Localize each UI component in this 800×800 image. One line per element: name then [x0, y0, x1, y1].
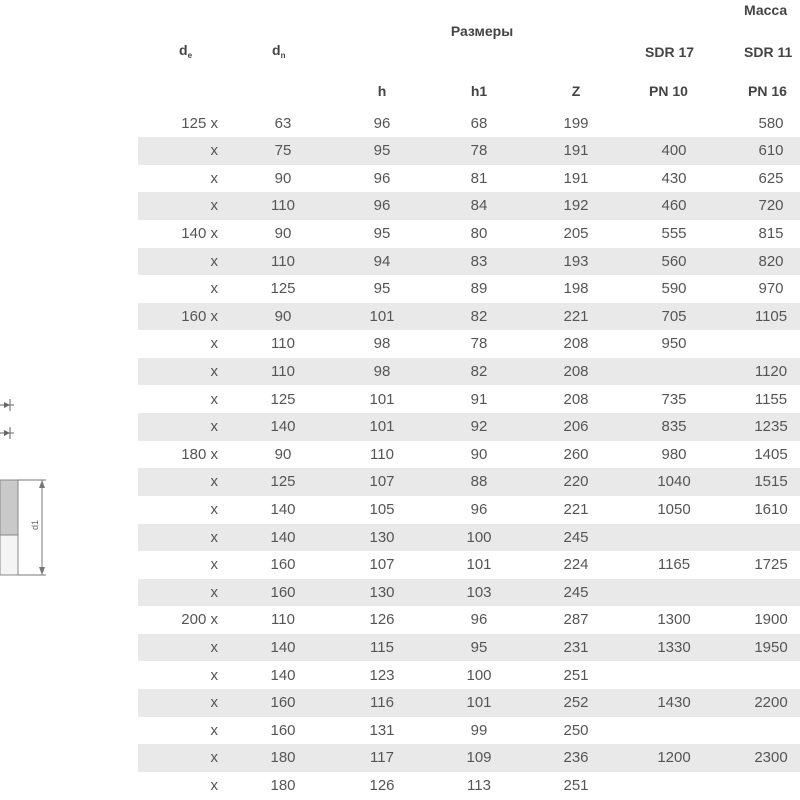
cell-h1: 90 — [470, 445, 488, 463]
technical-drawing — [0, 395, 60, 595]
cell-h1: 92 — [470, 418, 488, 436]
cell-de: x — [210, 721, 218, 739]
cell-sdr11 — [731, 772, 800, 800]
cell-z: 206 — [563, 418, 589, 436]
cell-z: 224 — [563, 556, 589, 574]
cell-de: 160 x — [181, 307, 218, 325]
table-row — [138, 524, 800, 552]
cell-de: x — [210, 638, 218, 656]
cell-sdr17: 980 — [661, 445, 687, 463]
cell-h1: 101 — [466, 694, 492, 712]
cell-h: 131 — [369, 721, 395, 739]
table-row — [138, 441, 800, 469]
cell-z: 287 — [563, 611, 589, 629]
cell-sdr17: 560 — [661, 252, 687, 270]
cell-dn: 125 — [270, 390, 296, 408]
cell-z: 220 — [563, 473, 589, 491]
cell-sdr17: 1040 — [657, 473, 691, 491]
cell-de: x — [210, 473, 218, 491]
cell-z: 191 — [563, 142, 589, 160]
table-row — [138, 275, 800, 303]
cell-h: 117 — [370, 749, 394, 767]
cell-sdr11: 820 — [758, 252, 784, 270]
cell-de: x — [210, 500, 218, 518]
cell-h1: 96 — [470, 611, 488, 629]
cell-sdr17 — [634, 772, 714, 800]
cell-de: x — [210, 666, 218, 684]
table-row — [138, 744, 800, 772]
cell-sdr17: 950 — [661, 335, 687, 353]
cell-dn: 110 — [271, 362, 295, 380]
cell-sdr17 — [634, 358, 714, 386]
cell-sdr11: 815 — [758, 224, 784, 242]
cell-sdr17: 1165 — [657, 556, 691, 574]
cell-sdr17: 705 — [661, 307, 687, 325]
header-col-de-sub: e — [187, 51, 193, 60]
header-mass-group: Масса — [744, 2, 788, 18]
cell-dn: 110 — [271, 611, 295, 629]
header-col-h1: h1 — [470, 83, 488, 99]
drawing-label: d1 — [30, 519, 40, 530]
cell-z: 221 — [563, 307, 589, 325]
cell-de: 180 x — [181, 445, 218, 463]
header-col-h: h — [377, 83, 387, 99]
cell-z: 205 — [563, 224, 589, 242]
cell-z: 251 — [563, 666, 589, 684]
table-row — [138, 496, 800, 524]
cell-sdr11: 1105 — [754, 307, 788, 325]
cell-h1: 113 — [467, 776, 491, 794]
table-row — [138, 192, 800, 220]
cell-h: 95 — [373, 142, 391, 160]
header-col-dn-main: d — [272, 42, 281, 58]
cell-sdr11: 1120 — [754, 362, 788, 380]
cell-z: 260 — [563, 445, 589, 463]
cell-h: 123 — [369, 666, 395, 684]
cell-z: 250 — [563, 721, 589, 739]
cell-de: 200 x — [181, 611, 218, 629]
cell-h1: 83 — [470, 252, 488, 270]
cell-h1: 96 — [470, 500, 488, 518]
table-row — [138, 220, 800, 248]
cell-dn: 90 — [274, 169, 292, 187]
cell-h1: 101 — [466, 556, 492, 574]
cell-h1: 82 — [470, 307, 488, 325]
cell-sdr17: 400 — [661, 142, 687, 160]
cell-sdr17: 1430 — [657, 694, 691, 712]
cell-dn: 180 — [270, 749, 296, 767]
cell-sdr11: 580 — [758, 114, 784, 132]
cell-sdr17: 590 — [661, 280, 687, 298]
cell-z: 208 — [563, 390, 589, 408]
cell-h: 101 — [369, 390, 395, 408]
cell-h1: 99 — [470, 721, 488, 739]
cell-de: x — [210, 556, 218, 574]
header-sizes-group: Размеры — [450, 23, 514, 39]
cell-z: 198 — [563, 280, 589, 298]
cell-dn: 110 — [271, 197, 295, 215]
cell-h: 101 — [369, 307, 395, 325]
cell-z: 208 — [563, 335, 589, 353]
cell-h: 98 — [373, 362, 391, 380]
cell-dn: 160 — [270, 583, 296, 601]
cell-dn: 90 — [274, 307, 292, 325]
cell-sdr17 — [634, 579, 714, 607]
cell-sdr17 — [634, 524, 714, 552]
cell-dn: 140 — [270, 638, 296, 656]
cell-h1: 91 — [470, 390, 488, 408]
cell-h1: 80 — [470, 224, 488, 242]
table-row — [138, 662, 800, 690]
cell-z: 193 — [563, 252, 589, 270]
cell-h: 94 — [373, 252, 391, 270]
cell-h: 110 — [370, 445, 394, 463]
cell-sdr11: 1725 — [754, 556, 788, 574]
cell-sdr17: 430 — [661, 169, 687, 187]
table-row — [138, 330, 800, 358]
table-row — [138, 772, 800, 800]
cell-sdr11: 1950 — [754, 638, 788, 656]
cell-sdr11 — [731, 330, 800, 358]
cell-sdr17: 1300 — [657, 611, 691, 629]
cell-sdr17: 555 — [661, 224, 687, 242]
table-row — [138, 606, 800, 634]
cell-de: x — [210, 694, 218, 712]
cell-h: 105 — [369, 500, 395, 518]
cell-h1: 82 — [470, 362, 488, 380]
header-col-de — [179, 42, 192, 60]
cell-z: 192 — [563, 197, 589, 215]
cell-de: x — [210, 583, 218, 601]
cell-de: x — [210, 280, 218, 298]
cell-h: 126 — [369, 611, 395, 629]
cell-h1: 68 — [470, 114, 488, 132]
cell-de: x — [210, 390, 218, 408]
table-row — [138, 579, 800, 607]
cell-h: 107 — [369, 556, 395, 574]
cell-dn: 140 — [270, 528, 296, 546]
cell-sdr11 — [731, 662, 800, 690]
header-sdr11: SDR 11 — [744, 44, 793, 60]
cell-sdr17 — [634, 110, 714, 138]
header-pn16: PN 16 — [748, 83, 787, 99]
cell-z: 208 — [563, 362, 589, 380]
cell-h1: 109 — [466, 749, 492, 767]
header-sdr17: SDR 17 — [645, 44, 695, 60]
cell-sdr17: 1330 — [657, 638, 691, 656]
cell-sdr11: 2300 — [754, 749, 788, 767]
cell-sdr11 — [731, 524, 800, 552]
cell-dn: 125 — [270, 280, 296, 298]
cell-h: 115 — [370, 638, 394, 656]
cell-z: 221 — [563, 500, 589, 518]
cell-dn: 90 — [274, 445, 292, 463]
cell-sdr11: 625 — [758, 169, 784, 187]
cell-sdr11 — [731, 579, 800, 607]
cell-h: 101 — [369, 418, 395, 436]
cell-sdr11: 1405 — [754, 445, 788, 463]
header-col-z: Z — [571, 83, 581, 99]
cell-de: x — [210, 335, 218, 353]
cell-de: x — [210, 749, 218, 767]
cell-sdr17: 735 — [661, 390, 687, 408]
cell-sdr11: 1515 — [754, 473, 788, 491]
cell-h: 126 — [369, 776, 395, 794]
table-row — [138, 386, 800, 414]
cell-sdr17: 835 — [661, 418, 687, 436]
cell-h1: 78 — [470, 142, 488, 160]
cell-de: 140 x — [181, 224, 218, 242]
cell-sdr11: 970 — [758, 280, 784, 298]
cell-z: 252 — [563, 694, 589, 712]
cell-z: 245 — [563, 583, 589, 601]
cell-sdr17: 1200 — [657, 749, 691, 767]
cell-sdr11: 1155 — [754, 390, 788, 408]
cell-de: x — [210, 169, 218, 187]
cell-sdr11 — [731, 717, 800, 745]
cell-dn: 140 — [270, 666, 296, 684]
header-col-de-main: d — [179, 42, 188, 58]
cell-sdr11: 2200 — [754, 694, 788, 712]
table-row — [138, 248, 800, 276]
cell-de: x — [210, 142, 218, 160]
table-row — [138, 413, 800, 441]
table-row — [138, 717, 800, 745]
cell-de: x — [210, 776, 218, 794]
table-row — [138, 165, 800, 193]
table-row — [138, 358, 800, 386]
cell-h1: 95 — [470, 638, 488, 656]
header-col-dn — [272, 42, 285, 60]
cell-h1: 89 — [470, 280, 488, 298]
table-row — [138, 551, 800, 579]
cell-h1: 81 — [470, 169, 488, 187]
cell-sdr11: 1610 — [754, 500, 788, 518]
table-row — [138, 303, 800, 331]
cell-h: 95 — [373, 224, 391, 242]
cell-z: 245 — [563, 528, 589, 546]
cell-dn: 125 — [270, 473, 296, 491]
cell-dn: 160 — [270, 721, 296, 739]
cell-dn: 110 — [271, 252, 295, 270]
cell-de: 125 x — [181, 114, 218, 132]
cell-h1: 100 — [466, 666, 492, 684]
cell-de: x — [210, 197, 218, 215]
cell-dn: 110 — [271, 335, 295, 353]
cell-dn: 160 — [270, 694, 296, 712]
cell-h: 95 — [373, 280, 391, 298]
cell-z: 231 — [563, 638, 589, 656]
cell-dn: 63 — [274, 114, 292, 132]
cell-dn: 90 — [274, 224, 292, 242]
cell-de: x — [210, 362, 218, 380]
cell-h: 130 — [369, 528, 395, 546]
cell-h: 130 — [369, 583, 395, 601]
header-col-dn-sub: n — [280, 51, 286, 60]
cell-h1: 78 — [470, 335, 488, 353]
cell-dn: 160 — [270, 556, 296, 574]
cell-h1: 88 — [470, 473, 488, 491]
cell-dn: 75 — [274, 142, 292, 160]
cell-h: 98 — [373, 335, 391, 353]
cell-sdr11: 1235 — [754, 418, 788, 436]
cell-sdr11: 720 — [758, 197, 784, 215]
cell-z: 236 — [563, 749, 589, 767]
cell-z: 191 — [563, 169, 589, 187]
cell-h1: 103 — [466, 583, 492, 601]
header-pn10: PN 10 — [649, 83, 688, 99]
cell-h1: 84 — [470, 197, 488, 215]
cell-sdr11: 1900 — [754, 611, 788, 629]
cell-sdr17: 1050 — [657, 500, 691, 518]
cell-de: x — [210, 252, 218, 270]
cell-dn: 140 — [270, 418, 296, 436]
cell-h: 96 — [373, 114, 391, 132]
cell-h: 107 — [369, 473, 395, 491]
cell-sdr17 — [634, 662, 714, 690]
table-row — [138, 468, 800, 496]
cell-h: 96 — [373, 169, 391, 187]
cell-z: 251 — [563, 776, 589, 794]
cell-de: x — [210, 418, 218, 436]
table-row — [138, 634, 800, 662]
cell-dn: 180 — [270, 776, 296, 794]
cell-sdr17: 460 — [661, 197, 687, 215]
cell-de: x — [210, 528, 218, 546]
table-row — [138, 689, 800, 717]
cell-h: 96 — [373, 197, 391, 215]
cell-z: 199 — [563, 114, 589, 132]
cell-h1: 100 — [466, 528, 492, 546]
cell-h: 116 — [370, 694, 394, 712]
table-row — [138, 110, 800, 138]
cell-dn: 140 — [270, 500, 296, 518]
cell-sdr11: 610 — [758, 142, 784, 160]
table-row — [138, 137, 800, 165]
cell-sdr17 — [634, 717, 714, 745]
